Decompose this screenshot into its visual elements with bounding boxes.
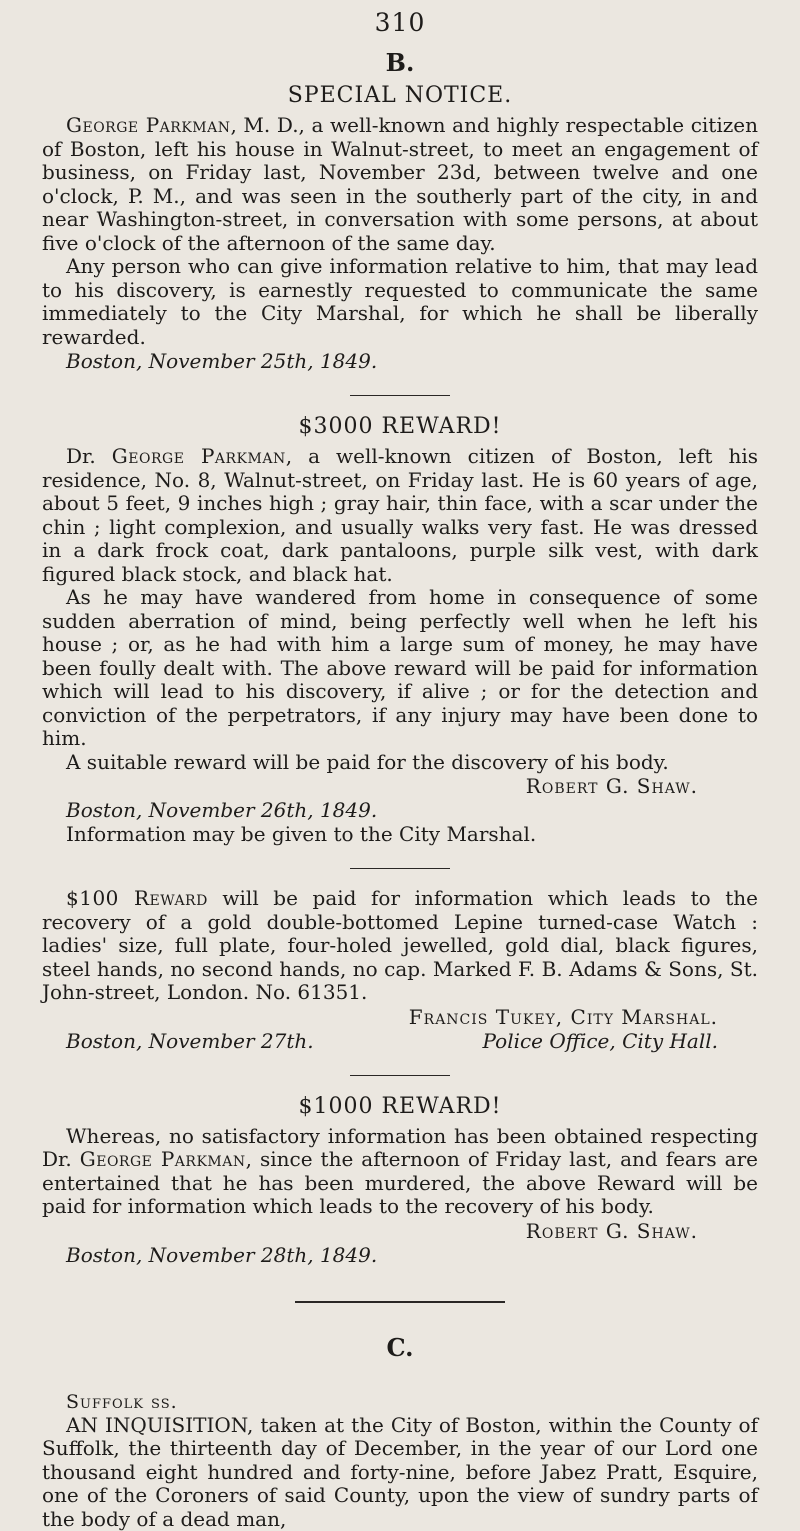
reward-1000-paragraph [42,1125,758,1219]
reward-3000-paragraph-2: As he may have wandered from home in consequence of some sudden aberration of mind, being perfectly well when he left his house ; or, as he had with him a large sum of money, he may have been foully dealt with. The above reward will be paid for information which will lead to his discovery, if alive ; or for the detection and conviction of the perpetrators, if any injury may have been done to him. [42,586,758,751]
reward-3000-paragraph-3: A suitable reward will be paid for the discovery of his body. [42,751,758,775]
divider-1 [350,395,450,396]
divider-3 [350,1075,450,1076]
page-number: 310 [42,0,758,46]
reward-1000-dateline: Boston, November 28th, 1849. [42,1243,758,1267]
reward-3000-paragraph-1 [42,445,758,586]
special-notice-dateline: Boston, November 25th, 1849. [42,349,758,373]
reward-100-paragraph [42,887,758,1005]
reward-1000-heading: $1000 REWARD! [42,1094,758,1119]
reward-1000-signature: Robert G. Shaw. [42,1219,758,1243]
george-parkman-name: George Parkman [66,113,230,137]
divider-2 [350,868,450,869]
reward-1000-name: George Parkman [80,1147,246,1171]
reward-100-signer: Francis Tukey, City Marshal. [42,1005,758,1029]
special-notice-paragraph-1 [42,114,758,255]
reward-100-footer [42,1029,758,1053]
reward-3000-paragraph-1-text: , a well-known citizen of Boston, left his residence, No. 8, Walnut-street, on Friday last. He is 60 years of age, about 5 feet, 9 inches high ; gray hair, thin face, with a scar under the chin ; light complexion, and usually walks very fast. He was dressed in a dark frock coat, dark pantaloons, purple silk vest, with dark figured black stock, and black hat. [42,444,758,586]
reward-100-text: will be paid for information which leads to the recovery of a gold double-bottomed Lepine turned-case Watch : ladies' size, full plate, four-holed jewelled, gold dial, black figures, steel hands, no second hands, no cap. Marked F. B. Adams & Sons, St. John-street, London. No. 61351. [42,886,758,1004]
special-notice-heading: SPECIAL NOTICE. [42,83,758,108]
special-notice-paragraph-1-text: , M. D., a well-known and highly respectable citizen of Boston, left his house in Walnut-street, to meet an engagement of business, on Friday last, November 23d, between twelve and one o'clock, P. M., and was seen in the southerly part of the city, in and near Washington-street, in conversation with some persons, at about five o'clock of the afternoon of the same day. [42,113,758,255]
reward-3000-signature: Robert G. Shaw. [42,774,758,798]
reward-1000-text: , since the afternoon of Friday last, and fears are entertained that he has been murdered, the above Reward will be paid for information which leads to the recovery of his body. [42,1147,758,1218]
reward-3000-dateline: Boston, November 26th, 1849. [42,798,758,822]
reward-1000-lead: Whereas, no satisfactory information has been obtained respecting Dr. [42,1124,758,1172]
reward-3000-lead: Dr. [66,444,112,468]
special-notice-paragraph-2: Any person who can give information relative to him, that may lead to his discovery, is earnestly requested to communicate the same immediately to the City Marshal, for which he shall be liberally rewarded. [42,255,758,349]
reward-100-office: Police Office, City Hall. [483,1029,759,1053]
section-divider [295,1301,505,1303]
reward-3000-name: George Parkman [112,444,286,468]
reward-3000-info-line: Information may be given to the City Marshal. [42,822,758,846]
section-c-letter: C. [42,1333,758,1362]
reward-3000-heading: $3000 REWARD! [42,414,758,439]
inquisition-paragraph: AN INQUISITION, taken at the City of Boston, within the County of Suffolk, the thirteenth day of December, in the year of our Lord one thousand eight hundred and forty-nine, before Jabez Pratt, Esquire, one of the Coroners of said County, upon the view of sundry parts of the body of a dead man, [42,1414,758,1531]
section-b-letter: B. [42,48,758,77]
county-heading: Suffolk ss. [42,1390,758,1414]
reward-100-lead: $100 Reward [66,886,208,910]
reward-100-dateline: Boston, November 27th. [66,1029,314,1053]
